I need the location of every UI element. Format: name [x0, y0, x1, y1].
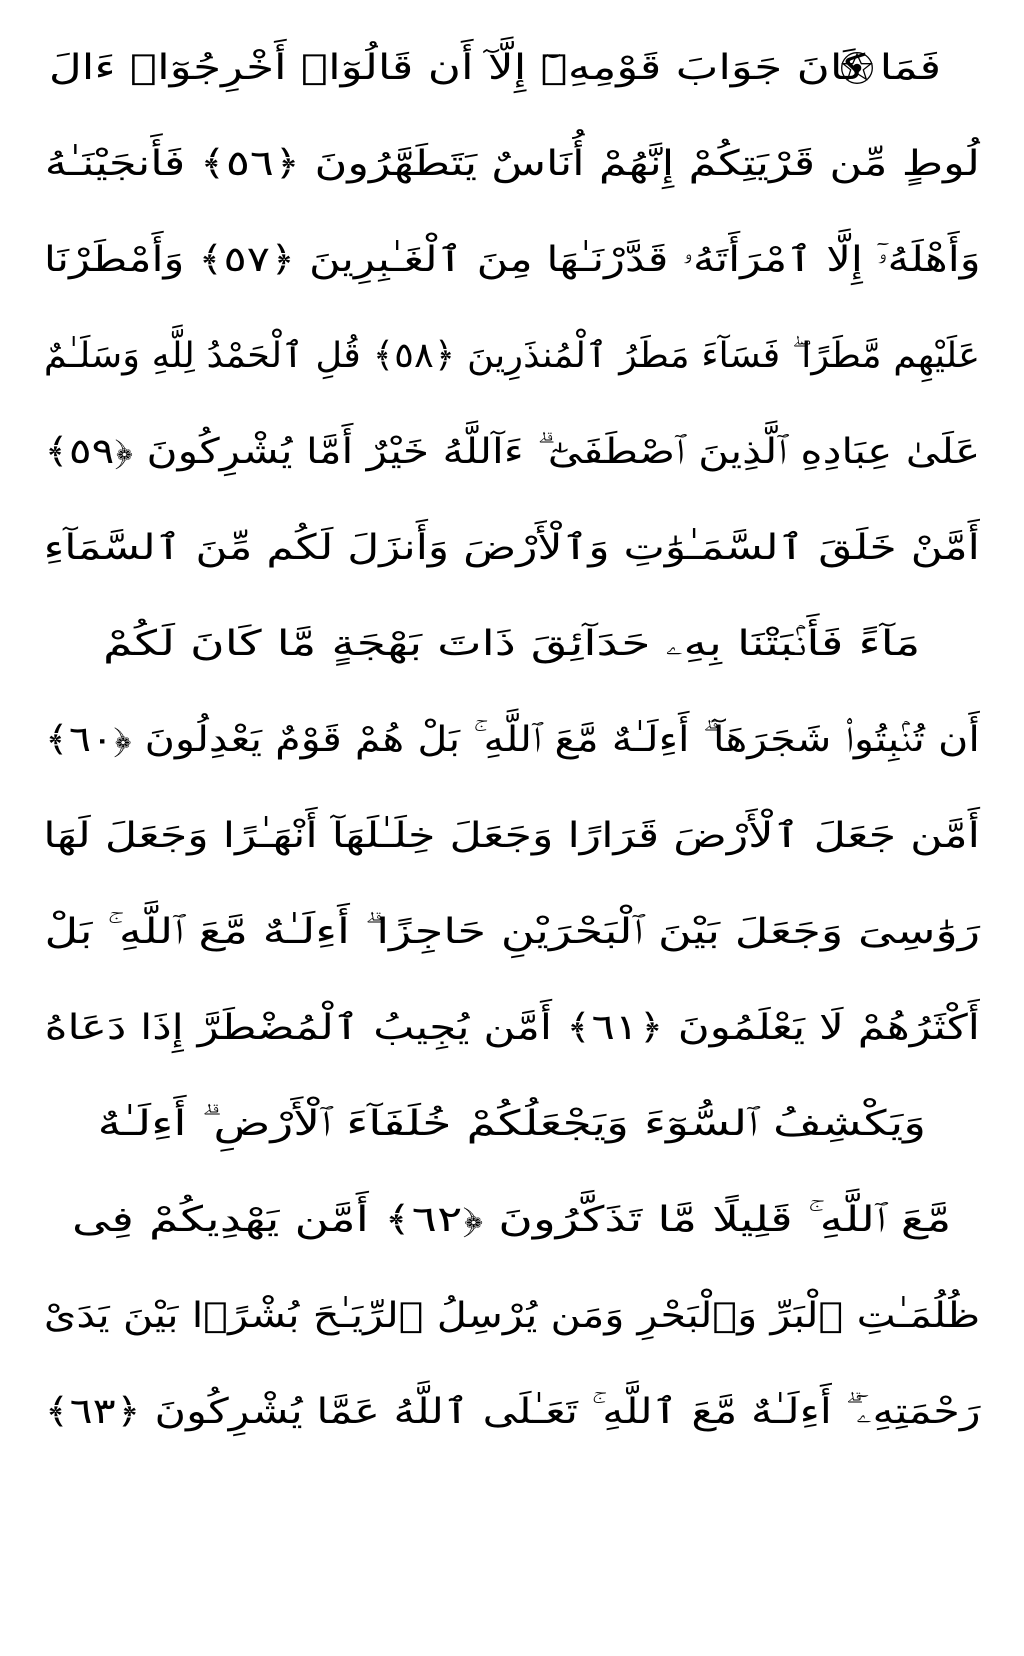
quran-line: [44, 1364, 980, 1460]
quran-line-text: ظُلُمَـٰتِ ٱلْبَرِّ وَٱلْبَحْرِ وَمَن يُرْسِلُ ٱلرِّيَـٰحَ بُشْرًۢا بَيْنَ يَدَىْ: [43, 1295, 981, 1336]
quran-line-text: وَأَهْلَهُۥٓ إِلَّا ٱمْرَأَتَهُۥ قَدَّرْنَـٰهَا مِنَ ٱلْغَـٰبِرِينَ ﴿٥٧﴾ وَأَمْطَرْنَا: [43, 239, 981, 280]
quran-line-text: مَآءً فَأَنۢبَتْنَا بِهِۦ حَدَآئِقَ ذَاتَ بَهْجَةٍ مَّا كَانَ لَكُمْ: [103, 623, 921, 664]
quran-line-text: أَكْثَرُهُمْ لَا يَعْلَمُونَ ﴿٦١﴾ أَمَّن يُجِيبُ ٱلْمُضْطَرَّ إِذَا دَعَاهُ: [44, 1007, 980, 1048]
quran-line: [44, 980, 980, 1076]
quran-line: [44, 404, 980, 500]
quran-line: [44, 1076, 980, 1172]
quran-line-text: رَحْمَتِهِۦٓ ۗ أَءِلَـٰهٌ مَّعَ ٱللَّهِ ۚ تَعَـٰلَى ٱللَّهُ عَمَّا يُشْرِكُونَ ﴿٦٣﴾: [43, 1391, 981, 1432]
quran-line: [44, 500, 980, 596]
quran-line: [44, 1172, 980, 1268]
quran-line: [44, 788, 980, 884]
quran-line-text: أَمَّنْ خَلَقَ ٱلسَّمَـٰوَٰتِ وَٱلْأَرْضَ وَأَنزَلَ لَكُم مِّنَ ٱلسَّمَآءِ: [43, 527, 981, 568]
quran-line: [44, 20, 980, 116]
quran-line: [44, 884, 980, 980]
quran-line: [44, 1268, 980, 1364]
quran-line-text: عَلَىٰ عِبَادِهِ ٱلَّذِينَ ٱصْطَفَىٰٓ ۗ ءَآللَّهُ خَيْرٌ أَمَّا يُشْرِكُونَ ﴿٥٩﴾: [43, 431, 981, 472]
quran-line-text: عَلَيْهِم مَّطَرًا ۖ فَسَآءَ مَطَرُ ٱلْمُنذَرِينَ ﴿٥٨﴾ قُلِ ٱلْحَمْدُ لِلَّهِ وَسَلَـٰمٌ: [43, 335, 981, 376]
quran-line-text: فَمَا كَانَ جَوَابَ قَوْمِهِۦٓ إِلَّآ أَن قَالُوٓا۟ أَخْرِجُوٓا۟ ءَالَ: [48, 47, 942, 88]
quran-line-text: أَن تُنۢبِتُوا۟ شَجَرَهَآ ۗ أَءِلَـٰهٌ مَّعَ ٱللَّهِ ۚ بَلْ هُمْ قَوْمٌ يَعْدِلُونَ ﴿٦٠﴾: [44, 719, 980, 760]
quran-line: [44, 692, 980, 788]
quran-line: [44, 212, 980, 308]
quran-line: [44, 308, 980, 404]
quran-line: [44, 596, 980, 692]
quran-line-text: أَمَّن جَعَلَ ٱلْأَرْضَ قَرَارًا وَجَعَلَ خِلَـٰلَهَآ أَنْهَـٰرًا وَجَعَلَ لَهَا: [43, 815, 981, 856]
quran-line-text: رَوَٰسِىَ وَجَعَلَ بَيْنَ ٱلْبَحْرَيْنِ حَاجِزًا ۗ أَءِلَـٰهٌ مَّعَ ٱللَّهِ ۚ بَلْ: [44, 911, 980, 952]
quran-text-block: [44, 20, 980, 1460]
quran-line-text: وَيَكْشِفُ ٱلسُّوٓءَ وَيَجْعَلُكُمْ خُلَفَآءَ ٱلْأَرْضِ ۗ أَءِلَـٰهٌ: [97, 1103, 927, 1144]
quran-line-text: مَّعَ ٱللَّهِ ۚ قَلِيلًا مَّا تَذَكَّرُونَ ﴿٦٢﴾ أَمَّن يَهْدِيكُمْ فِى: [72, 1199, 952, 1240]
quran-line: [44, 116, 980, 212]
quran-line-text: لُوطٍ مِّن قَرْيَتِكُمْ إِنَّهُمْ أُنَاسٌ يَتَطَهَّرُونَ ﴿٥٦﴾ فَأَنجَيْنَـٰهُ: [44, 143, 980, 184]
